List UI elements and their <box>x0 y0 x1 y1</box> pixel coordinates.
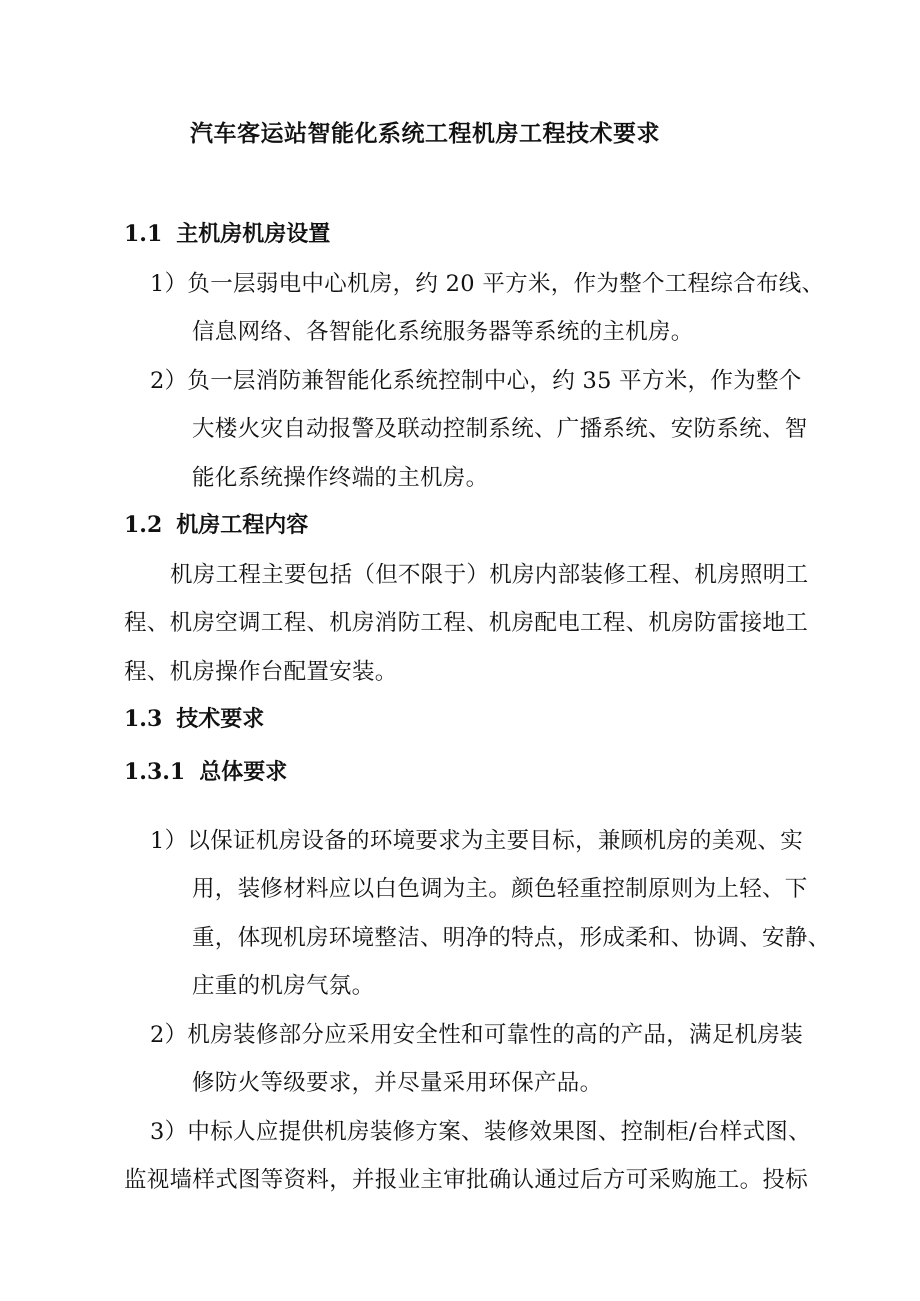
section-number: 1.1 <box>124 221 163 247</box>
document-title: 汽车客运站智能化系统工程机房工程技术要求 <box>190 120 660 147</box>
paragraph-line: 程、机房空调工程、机房消防工程、机房配电工程、机房防雷接地工 <box>124 610 809 636</box>
paragraph-line: 3）中标人应提供机房装修方案、装修效果图、控制柜/台样式图、 <box>150 1119 811 1145</box>
paragraph-line: 重，体现机房环境整洁、明净的特点，形成柔和、协调、安静、 <box>192 925 831 951</box>
paragraph-line: 监视墙样式图等资料，并报业主审批确认通过后方可采购施工。投标 <box>124 1167 809 1193</box>
paragraph-line: 大楼火灾自动报警及联动控制系统、广播系统、安防系统、智 <box>192 416 808 442</box>
section-title: 机房工程内容 <box>176 512 309 538</box>
paragraph-line: 机房工程主要包括（但不限于）机房内部装修工程、机房照明工 <box>170 562 809 588</box>
section-number: 1.3.1 <box>124 759 186 785</box>
section-number: 1.3 <box>124 706 163 732</box>
paragraph-line: 庄重的机房气氛。 <box>192 973 375 999</box>
section-heading-1-3-1 <box>124 755 287 786</box>
section-title: 主机房机房设置 <box>176 221 331 247</box>
section-heading-1-1 <box>124 217 330 248</box>
section-number: 1.2 <box>124 512 163 538</box>
paragraph-line: 1）以保证机房设备的环境要求为主要目标，兼顾机房的美观、实 <box>150 828 804 854</box>
paragraph-line: 用，装修材料应以白色调为主。颜色轻重控制原则为上轻、下 <box>192 876 808 902</box>
paragraph-line: 修防火等级要求，并尽量采用环保产品。 <box>192 1070 603 1096</box>
paragraph-line: 程、机房操作台配置安装。 <box>124 659 398 685</box>
paragraph-line: 能化系统操作终端的主机房。 <box>192 465 489 491</box>
paragraph-line: 信息网络、各智能化系统服务器等系统的主机房。 <box>192 319 694 345</box>
section-title: 总体要求 <box>199 759 288 785</box>
section-heading-1-2 <box>124 508 308 539</box>
paragraph-line: 1）负一层弱电中心机房，约 20 平方米，作为整个工程综合布线、 <box>150 271 825 297</box>
paragraph-line: 2）负一层消防兼智能化系统控制中心，约 35 平方米，作为整个 <box>150 368 802 394</box>
section-heading-1-3 <box>124 702 264 733</box>
section-title: 技术要求 <box>176 706 265 732</box>
paragraph-line: 2）机房装修部分应采用安全性和可靠性的高的产品，满足机房装 <box>150 1022 804 1048</box>
